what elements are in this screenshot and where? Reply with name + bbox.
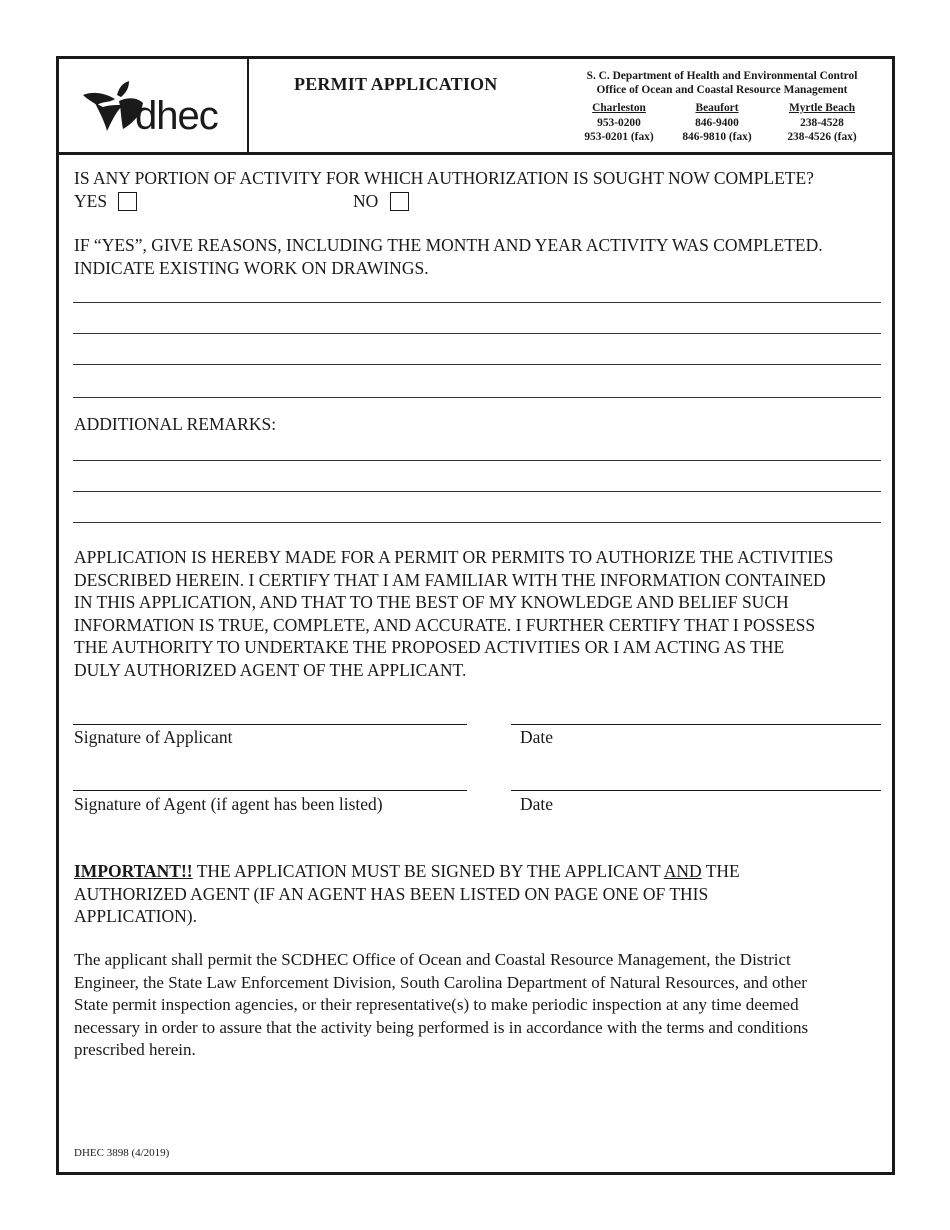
remarks-line-2[interactable] [73, 491, 881, 492]
reason-line-1[interactable] [73, 302, 881, 303]
office-phone: 953-0200 [597, 116, 641, 129]
office-city: Charleston [592, 102, 646, 114]
certification-line: DULY AUTHORIZED AGENT OF THE APPLICANT. [74, 659, 467, 680]
office-fax: 238-4526 (fax) [787, 131, 857, 143]
no-label: NO [353, 191, 379, 211]
form-header [59, 59, 892, 155]
agency-name: S. C. Department of Health and Environmental Control [586, 70, 858, 82]
certification-line: THE AUTHORITY TO UNDERTAKE THE PROPOSED ACTIVITIES OR I AM ACTING AS THE [74, 637, 785, 657]
inspection-line: State permit inspection agencies, or their representative(s) to make periodic inspection at any time deemed [74, 995, 799, 1014]
office-beaufort [667, 101, 767, 145]
office-contacts [569, 101, 869, 145]
applicant-date-line[interactable] [511, 724, 881, 725]
office-city: Myrtle Beach [788, 102, 856, 114]
inspection-line: Engineer, the State Law Enforcement Division, South Carolina Department of Natural Resources, and other [74, 972, 807, 992]
office-charleston [569, 101, 669, 145]
office-phone: 238-4528 [800, 116, 844, 129]
agent-date-line[interactable] [511, 790, 881, 791]
agency-block [565, 69, 879, 97]
agent-signature-line[interactable] [73, 790, 467, 791]
important-notice [74, 860, 886, 928]
page-title: PERMIT APPLICATION [294, 74, 498, 94]
office-phone: 846-9400 [695, 116, 739, 129]
remarks-label: ADDITIONAL REMARKS: [74, 414, 277, 434]
office-city: Beaufort [695, 102, 739, 114]
inspection-paragraph [74, 949, 886, 1062]
important-text: THE APPLICATION MUST BE SIGNED BY THE APPLICANT [192, 861, 664, 881]
important-lead: IMPORTANT!! [74, 861, 193, 881]
inspection-line: prescribed herein. [74, 1040, 196, 1059]
important-text-end: THE [701, 861, 740, 881]
remarks-line-3[interactable] [73, 522, 881, 523]
reason-line-2[interactable] [73, 333, 881, 334]
office-fax: 846-9810 (fax) [682, 131, 752, 143]
office-myrtle-beach [772, 101, 872, 145]
important-line-3: APPLICATION). [74, 906, 197, 926]
inspection-line: necessary in order to assure that the activity being performed is in accordance with the terms and conditions [74, 1017, 809, 1037]
dhec-logo [81, 79, 231, 135]
agent-signature-label: Signature of Agent (if agent has been listed) [74, 794, 383, 814]
palmetto-icon [83, 81, 143, 131]
office-name: Office of Ocean and Coastal Resource Management [596, 84, 848, 96]
important-and: AND [663, 861, 702, 881]
logo-wordmark: dhec [135, 94, 218, 135]
reason-line-4[interactable] [73, 397, 881, 398]
certification-line: APPLICATION IS HEREBY MADE FOR A PERMIT OR PERMITS TO AUTHORIZE THE ACTIVITIES [74, 547, 834, 567]
form-number: DHEC 3898 (4/2019) [74, 1147, 170, 1159]
form-frame [56, 56, 895, 1175]
important-line-1 [74, 860, 886, 883]
logo-cell [59, 59, 249, 152]
no-checkbox[interactable] [390, 192, 409, 211]
applicant-signature-label: Signature of Applicant [74, 727, 233, 747]
office-fax: 953-0201 (fax) [584, 131, 654, 143]
if-yes-instructions-1: IF “YES”, GIVE REASONS, INCLUDING THE MONTH AND YEAR ACTIVITY WAS COMPLETED. [74, 235, 823, 255]
applicant-date-label: Date [520, 727, 554, 747]
yes-checkbox[interactable] [118, 192, 137, 211]
if-yes-instructions-2: INDICATE EXISTING WORK ON DRAWINGS. [74, 258, 429, 278]
certification-text [74, 546, 886, 681]
certification-line: DESCRIBED HEREIN. I CERTIFY THAT I AM FAMILIAR WITH THE INFORMATION CONTAINED [74, 569, 826, 590]
inspection-line: The applicant shall permit the SCDHEC Office of Ocean and Coastal Resource Management, the District [74, 950, 791, 969]
certification-line: INFORMATION IS TRUE, COMPLETE, AND ACCURATE. I FURTHER CERTIFY THAT I POSSESS [74, 614, 816, 635]
applicant-signature-line[interactable] [73, 724, 467, 725]
agent-date-label: Date [520, 794, 554, 814]
completion-question: IS ANY PORTION OF ACTIVITY FOR WHICH AUTHORIZATION IS SOUGHT NOW COMPLETE? [74, 168, 814, 188]
remarks-line-1[interactable] [73, 460, 881, 461]
important-line-2: AUTHORIZED AGENT (IF AN AGENT HAS BEEN LISTED ON PAGE ONE OF THIS [74, 883, 709, 904]
certification-line: IN THIS APPLICATION, AND THAT TO THE BEST OF MY KNOWLEDGE AND BELIEF SUCH [74, 592, 789, 612]
yes-label: YES [74, 191, 108, 211]
reason-line-3[interactable] [73, 364, 881, 365]
